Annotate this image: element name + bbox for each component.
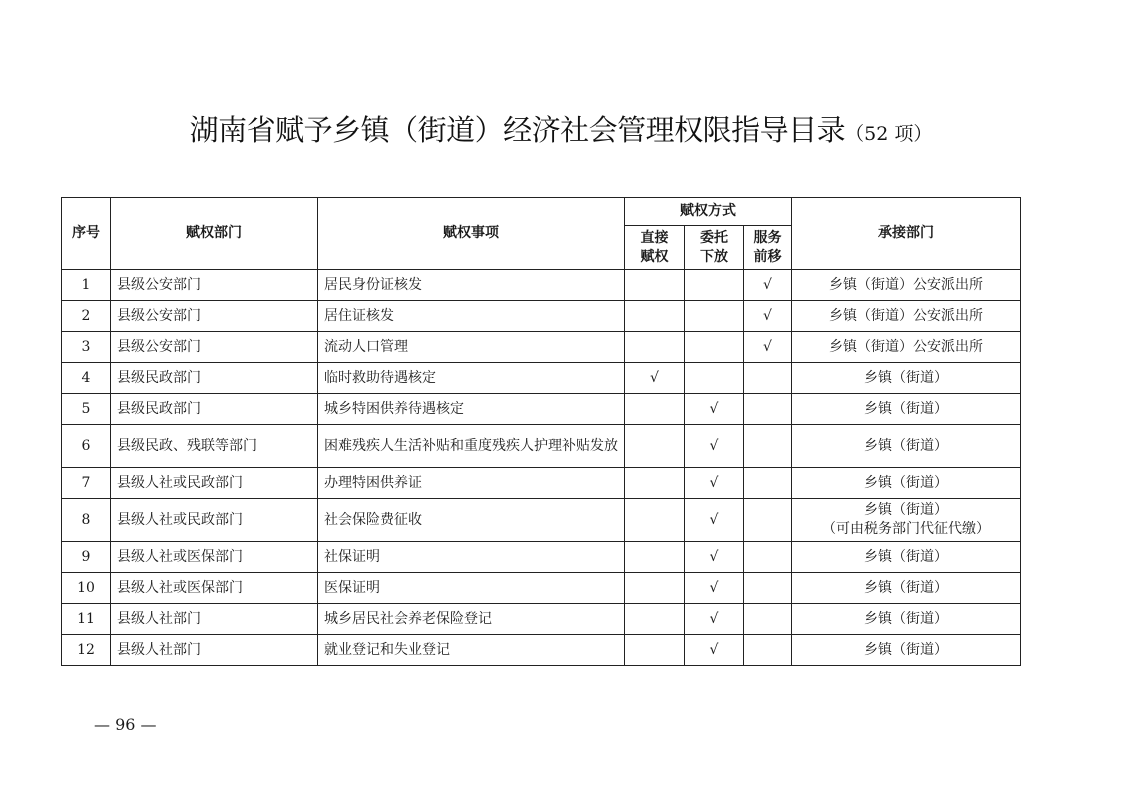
header-service-line2: 前移	[753, 248, 782, 265]
table-row	[62, 468, 1021, 499]
row-entrust-check: √	[685, 425, 744, 468]
header-dept: 赋权部门	[111, 198, 318, 270]
row-direct-check	[625, 301, 685, 332]
header-entrust	[685, 226, 744, 270]
row-receiver: 乡镇（街道）	[792, 573, 1021, 604]
header-no: 序号	[62, 198, 111, 270]
row-dept: 县级民政部门	[111, 394, 318, 425]
header-entrust-line2: 下放	[700, 248, 728, 265]
document-title	[0, 108, 1122, 149]
table-row	[62, 573, 1021, 604]
table-row	[62, 332, 1021, 363]
row-item: 困难残疾人生活补贴和重度残疾人护理补贴发放	[318, 425, 625, 468]
row-dept: 县级公安部门	[111, 332, 318, 363]
row-item: 城乡居民社会养老保险登记	[318, 604, 625, 635]
authority-catalog-table	[61, 197, 1021, 666]
header-receiver: 承接部门	[792, 198, 1021, 270]
header-direct-line2: 赋权	[640, 248, 669, 265]
row-direct-check	[625, 468, 685, 499]
row-service-check: √	[744, 270, 792, 301]
row-no: 5	[62, 394, 111, 425]
row-no: 3	[62, 332, 111, 363]
table-row	[62, 301, 1021, 332]
header-direct	[625, 226, 685, 270]
row-dept: 县级民政部门	[111, 363, 318, 394]
row-no: 1	[62, 270, 111, 301]
row-service-check	[744, 573, 792, 604]
row-direct-check: √	[625, 363, 685, 394]
row-receiver: 乡镇（街道）	[792, 542, 1021, 573]
row-dept: 县级人社部门	[111, 635, 318, 666]
row-service-check: √	[744, 301, 792, 332]
row-dept: 县级人社或医保部门	[111, 573, 318, 604]
row-service-check	[744, 604, 792, 635]
row-receiver: 乡镇（街道）	[792, 468, 1021, 499]
row-no: 12	[62, 635, 111, 666]
row-receiver	[792, 499, 1021, 542]
row-no: 11	[62, 604, 111, 635]
row-direct-check	[625, 499, 685, 542]
row-dept: 县级人社或民政部门	[111, 468, 318, 499]
row-item: 流动人口管理	[318, 332, 625, 363]
header-service-line1: 服务	[753, 229, 782, 246]
row-entrust-check: √	[685, 499, 744, 542]
row-dept: 县级公安部门	[111, 301, 318, 332]
row-direct-check	[625, 635, 685, 666]
header-service	[744, 226, 792, 270]
row-dept: 县级人社或医保部门	[111, 542, 318, 573]
row-direct-check	[625, 270, 685, 301]
row-dept: 县级人社部门	[111, 604, 318, 635]
table-row	[62, 270, 1021, 301]
row-receiver-note: （可由税务部门代征代缴）	[822, 521, 990, 537]
header-direct-line1: 直接	[640, 229, 669, 246]
row-service-check: √	[744, 332, 792, 363]
row-service-check	[744, 363, 792, 394]
row-entrust-check: √	[685, 604, 744, 635]
row-direct-check	[625, 332, 685, 363]
table-header	[62, 198, 1021, 270]
row-item: 医保证明	[318, 573, 625, 604]
row-service-check	[744, 468, 792, 499]
row-receiver: 乡镇（街道）公安派出所	[792, 270, 1021, 301]
row-item: 就业登记和失业登记	[318, 635, 625, 666]
row-direct-check	[625, 604, 685, 635]
row-no: 10	[62, 573, 111, 604]
row-entrust-check	[685, 301, 744, 332]
table-row	[62, 542, 1021, 573]
row-entrust-check: √	[685, 573, 744, 604]
header-item: 赋权事项	[318, 198, 625, 270]
table-body	[62, 270, 1021, 666]
title-main: 湖南省赋予乡镇（街道）经济社会管理权限指导目录	[189, 113, 846, 147]
row-item: 社会保险费征收	[318, 499, 625, 542]
table-row	[62, 394, 1021, 425]
row-receiver: 乡镇（街道）	[792, 363, 1021, 394]
row-entrust-check: √	[685, 468, 744, 499]
row-no: 2	[62, 301, 111, 332]
row-dept: 县级民政、残联等部门	[111, 425, 318, 468]
table-row	[62, 635, 1021, 666]
row-direct-check	[625, 425, 685, 468]
row-receiver-line1: 乡镇（街道）	[864, 502, 948, 518]
row-receiver: 乡镇（街道）	[792, 635, 1021, 666]
row-item: 居住证核发	[318, 301, 625, 332]
table-row	[62, 425, 1021, 468]
row-service-check	[744, 425, 792, 468]
row-entrust-check	[685, 270, 744, 301]
row-entrust-check: √	[685, 635, 744, 666]
table-row	[62, 363, 1021, 394]
row-item: 居民身份证核发	[318, 270, 625, 301]
row-direct-check	[625, 542, 685, 573]
row-no: 4	[62, 363, 111, 394]
row-entrust-check: √	[685, 394, 744, 425]
row-item: 社保证明	[318, 542, 625, 573]
row-receiver: 乡镇（街道）公安派出所	[792, 332, 1021, 363]
row-dept: 县级人社或民政部门	[111, 499, 318, 542]
row-no: 6	[62, 425, 111, 468]
row-entrust-check: √	[685, 542, 744, 573]
row-entrust-check	[685, 332, 744, 363]
row-service-check	[744, 499, 792, 542]
title-item-count: （52 项）	[845, 123, 933, 145]
page-number: — 96 —	[94, 715, 157, 734]
row-receiver: 乡镇（街道）公安派出所	[792, 301, 1021, 332]
row-receiver: 乡镇（街道）	[792, 425, 1021, 468]
row-item: 办理特困供养证	[318, 468, 625, 499]
row-item: 临时救助待遇核定	[318, 363, 625, 394]
header-method: 赋权方式	[625, 198, 792, 226]
row-service-check	[744, 394, 792, 425]
row-no: 8	[62, 499, 111, 542]
row-item: 城乡特困供养待遇核定	[318, 394, 625, 425]
row-no: 9	[62, 542, 111, 573]
row-receiver: 乡镇（街道）	[792, 604, 1021, 635]
row-direct-check	[625, 573, 685, 604]
row-service-check	[744, 635, 792, 666]
row-no: 7	[62, 468, 111, 499]
row-dept: 县级公安部门	[111, 270, 318, 301]
table-row	[62, 604, 1021, 635]
row-direct-check	[625, 394, 685, 425]
row-service-check	[744, 542, 792, 573]
header-entrust-line1: 委托	[700, 229, 728, 246]
row-entrust-check	[685, 363, 744, 394]
row-receiver: 乡镇（街道）	[792, 394, 1021, 425]
table-row	[62, 499, 1021, 542]
